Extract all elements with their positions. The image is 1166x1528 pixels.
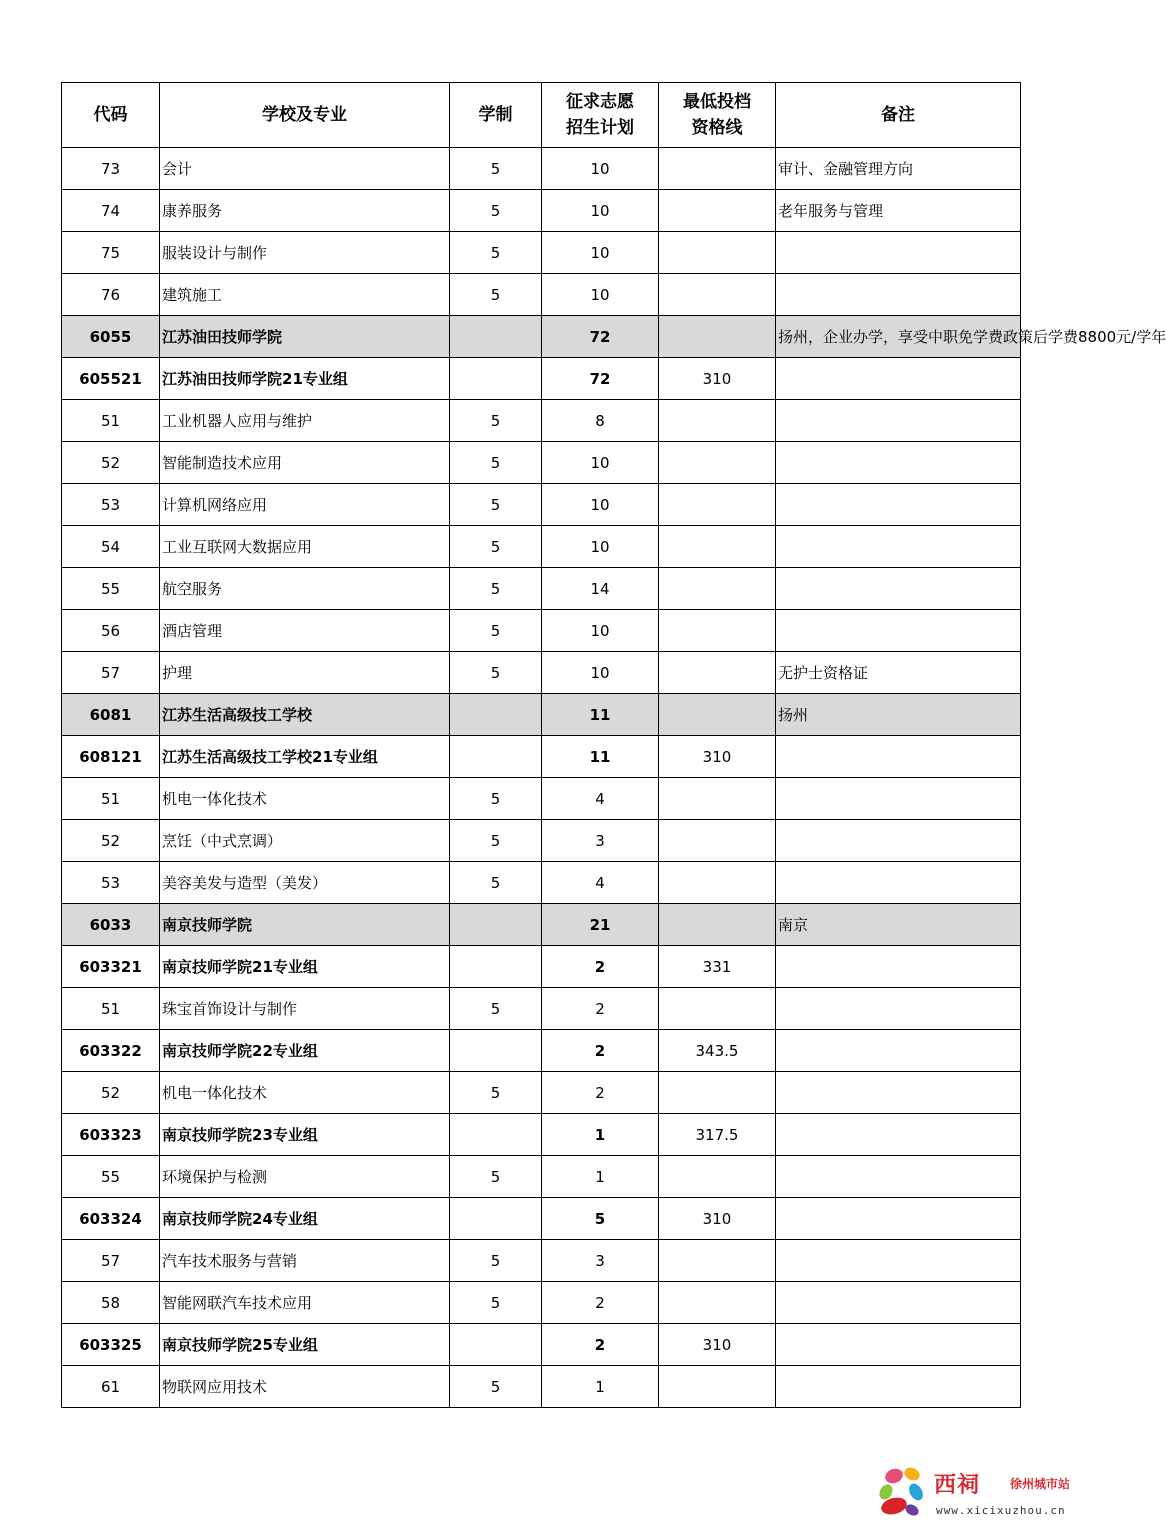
header-row <box>62 83 1021 148</box>
cell-name: 江苏油田技师学院 <box>160 316 450 358</box>
cell-note <box>776 1366 1021 1408</box>
cell-minscore: 310 <box>659 736 776 778</box>
cell-name: 珠宝首饰设计与制作 <box>160 988 450 1030</box>
cell-plan: 4 <box>542 862 659 904</box>
cell-name: 计算机网络应用 <box>160 484 450 526</box>
cell-years <box>450 946 542 988</box>
cell-minscore <box>659 904 776 946</box>
table-row <box>62 820 1021 862</box>
cell-minscore: 310 <box>659 358 776 400</box>
cell-note <box>776 232 1021 274</box>
header-years: 学制 <box>450 83 542 148</box>
cell-minscore: 310 <box>659 1198 776 1240</box>
cell-code: 608121 <box>62 736 160 778</box>
cell-name: 酒店管理 <box>160 610 450 652</box>
cell-plan: 11 <box>542 694 659 736</box>
cell-note <box>776 736 1021 778</box>
header-plan-text: 征求志愿招生计划 <box>566 92 634 138</box>
cell-plan: 10 <box>542 190 659 232</box>
cell-years: 5 <box>450 988 542 1030</box>
cell-name: 南京技师学院24专业组 <box>160 1198 450 1240</box>
cell-note: 老年服务与管理 <box>776 190 1021 232</box>
cell-plan: 10 <box>542 442 659 484</box>
school-row <box>62 694 1021 736</box>
cell-note <box>776 1282 1021 1324</box>
cell-minscore <box>659 526 776 568</box>
cell-plan: 1 <box>542 1156 659 1198</box>
table-row <box>62 1366 1021 1408</box>
cell-years: 5 <box>450 274 542 316</box>
table-row <box>62 400 1021 442</box>
cell-years <box>450 358 542 400</box>
cell-minscore <box>659 1156 776 1198</box>
cell-minscore <box>659 1282 776 1324</box>
cell-code: 52 <box>62 820 160 862</box>
cell-code: 73 <box>62 148 160 190</box>
cell-code: 57 <box>62 652 160 694</box>
cell-code: 6033 <box>62 904 160 946</box>
cell-plan: 2 <box>542 1030 659 1072</box>
cell-plan: 3 <box>542 820 659 862</box>
cell-code: 52 <box>62 442 160 484</box>
cell-name: 南京技师学院 <box>160 904 450 946</box>
cell-plan: 11 <box>542 736 659 778</box>
header-plan <box>542 83 659 148</box>
cell-minscore: 317.5 <box>659 1114 776 1156</box>
cell-minscore: 310 <box>659 1324 776 1366</box>
header-minscore-text: 最低投档资格线 <box>683 92 751 138</box>
cell-years: 5 <box>450 190 542 232</box>
table-row <box>62 610 1021 652</box>
cell-note <box>776 1072 1021 1114</box>
cell-years: 5 <box>450 442 542 484</box>
cell-plan: 2 <box>542 946 659 988</box>
cell-note <box>776 988 1021 1030</box>
cell-code: 51 <box>62 400 160 442</box>
cell-code: 51 <box>62 988 160 1030</box>
cell-minscore <box>659 400 776 442</box>
cell-plan: 10 <box>542 484 659 526</box>
cell-minscore <box>659 1072 776 1114</box>
cell-code: 6081 <box>62 694 160 736</box>
cell-note <box>776 946 1021 988</box>
group-row <box>62 1324 1021 1366</box>
cell-note <box>776 274 1021 316</box>
site-watermark-logo <box>872 1462 1077 1524</box>
header-school: 学校及专业 <box>160 83 450 148</box>
cell-plan: 2 <box>542 988 659 1030</box>
header-note: 备注 <box>776 83 1021 148</box>
cell-code: 603322 <box>62 1030 160 1072</box>
cell-plan: 10 <box>542 526 659 568</box>
cell-years: 5 <box>450 862 542 904</box>
cell-years <box>450 316 542 358</box>
cell-code: 55 <box>62 568 160 610</box>
table-row <box>62 568 1021 610</box>
school-row <box>62 316 1021 358</box>
brand-url: www.xicixuzhou.cn <box>936 1504 1066 1517</box>
cell-plan: 4 <box>542 778 659 820</box>
cell-years <box>450 1324 542 1366</box>
table-row <box>62 862 1021 904</box>
cell-minscore <box>659 442 776 484</box>
cell-code: 6055 <box>62 316 160 358</box>
cell-code: 57 <box>62 1240 160 1282</box>
table-row <box>62 148 1021 190</box>
cell-years: 5 <box>450 820 542 862</box>
cell-years: 5 <box>450 484 542 526</box>
cell-name: 智能制造技术应用 <box>160 442 450 484</box>
cell-years: 5 <box>450 1072 542 1114</box>
cell-plan: 5 <box>542 1198 659 1240</box>
cell-minscore <box>659 148 776 190</box>
cell-name: 智能网联汽车技术应用 <box>160 1282 450 1324</box>
table-row <box>62 484 1021 526</box>
group-row <box>62 946 1021 988</box>
cell-minscore: 343.5 <box>659 1030 776 1072</box>
cell-plan: 10 <box>542 610 659 652</box>
cell-years: 5 <box>450 1240 542 1282</box>
cell-years <box>450 1198 542 1240</box>
cell-plan: 72 <box>542 358 659 400</box>
brand-name: 西祠 <box>934 1472 981 1498</box>
cell-code: 74 <box>62 190 160 232</box>
brand-subtitle: 徐州城市站 <box>1010 1477 1071 1491</box>
cell-code: 53 <box>62 862 160 904</box>
cell-note: 南京 <box>776 904 1021 946</box>
cell-note: 扬州 <box>776 694 1021 736</box>
cell-name: 南京技师学院23专业组 <box>160 1114 450 1156</box>
cell-name: 机电一体化技术 <box>160 1072 450 1114</box>
cell-minscore <box>659 190 776 232</box>
cell-minscore <box>659 568 776 610</box>
cell-years <box>450 736 542 778</box>
cell-name: 南京技师学院25专业组 <box>160 1324 450 1366</box>
cell-code: 51 <box>62 778 160 820</box>
cell-note <box>776 1030 1021 1072</box>
cell-note <box>776 610 1021 652</box>
table-row <box>62 232 1021 274</box>
cell-code: 52 <box>62 1072 160 1114</box>
cell-years: 5 <box>450 148 542 190</box>
header-code: 代码 <box>62 83 160 148</box>
table-row <box>62 988 1021 1030</box>
cell-name: 物联网应用技术 <box>160 1366 450 1408</box>
cell-note <box>776 1114 1021 1156</box>
cell-years: 5 <box>450 1282 542 1324</box>
cell-code: 61 <box>62 1366 160 1408</box>
cell-name: 康养服务 <box>160 190 450 232</box>
cell-note <box>776 568 1021 610</box>
cell-minscore: 331 <box>659 946 776 988</box>
group-row <box>62 736 1021 778</box>
cell-name: 建筑施工 <box>160 274 450 316</box>
cell-plan: 10 <box>542 148 659 190</box>
cell-years <box>450 904 542 946</box>
cell-minscore <box>659 778 776 820</box>
table-row <box>62 526 1021 568</box>
cell-name: 烹饪（中式烹调） <box>160 820 450 862</box>
cell-plan: 10 <box>542 274 659 316</box>
cell-years: 5 <box>450 1156 542 1198</box>
cell-name: 护理 <box>160 652 450 694</box>
cell-years <box>450 1114 542 1156</box>
colorful-flower-logo-icon <box>872 1462 934 1524</box>
cell-note: 扬州，企业办学，享受中职免学费政策后学费8800元/学年 <box>776 316 1021 358</box>
cell-minscore <box>659 610 776 652</box>
cell-name: 江苏生活高级技工学校 <box>160 694 450 736</box>
cell-minscore <box>659 484 776 526</box>
table-row <box>62 778 1021 820</box>
admission-table <box>61 82 1166 1408</box>
cell-note <box>776 1156 1021 1198</box>
group-row <box>62 1114 1021 1156</box>
table-row <box>62 442 1021 484</box>
cell-minscore <box>659 694 776 736</box>
cell-years: 5 <box>450 652 542 694</box>
cell-plan: 1 <box>542 1366 659 1408</box>
cell-code: 75 <box>62 232 160 274</box>
cell-minscore <box>659 988 776 1030</box>
table-row <box>62 1240 1021 1282</box>
table-body <box>62 148 1166 1408</box>
cell-name: 航空服务 <box>160 568 450 610</box>
cell-note: 无护士资格证 <box>776 652 1021 694</box>
cell-years: 5 <box>450 400 542 442</box>
table-row <box>62 1282 1021 1324</box>
cell-plan: 3 <box>542 1240 659 1282</box>
cell-plan: 10 <box>542 652 659 694</box>
cell-plan: 8 <box>542 400 659 442</box>
cell-name: 服装设计与制作 <box>160 232 450 274</box>
cell-name: 美容美发与造型（美发） <box>160 862 450 904</box>
cell-code: 58 <box>62 1282 160 1324</box>
cell-name: 环境保护与检测 <box>160 1156 450 1198</box>
cell-name: 工业机器人应用与维护 <box>160 400 450 442</box>
cell-minscore <box>659 1240 776 1282</box>
cell-years <box>450 694 542 736</box>
group-row <box>62 1198 1021 1240</box>
cell-name: 工业互联网大数据应用 <box>160 526 450 568</box>
cell-years: 5 <box>450 232 542 274</box>
cell-note <box>776 526 1021 568</box>
cell-note <box>776 484 1021 526</box>
cell-minscore <box>659 862 776 904</box>
cell-note <box>776 1240 1021 1282</box>
cell-note <box>776 862 1021 904</box>
cell-minscore <box>659 820 776 862</box>
cell-note <box>776 1324 1021 1366</box>
cell-name: 汽车技术服务与营销 <box>160 1240 450 1282</box>
cell-name: 机电一体化技术 <box>160 778 450 820</box>
table-row <box>62 274 1021 316</box>
cell-code: 54 <box>62 526 160 568</box>
table-row <box>62 1072 1021 1114</box>
table-row <box>62 652 1021 694</box>
cell-years: 5 <box>450 610 542 652</box>
cell-note <box>776 820 1021 862</box>
cell-code: 56 <box>62 610 160 652</box>
group-row <box>62 1030 1021 1072</box>
cell-note <box>776 1198 1021 1240</box>
school-row <box>62 904 1021 946</box>
cell-code: 53 <box>62 484 160 526</box>
cell-note <box>776 400 1021 442</box>
cell-plan: 14 <box>542 568 659 610</box>
cell-note <box>776 358 1021 400</box>
cell-name: 江苏油田技师学院21专业组 <box>160 358 450 400</box>
cell-name: 南京技师学院21专业组 <box>160 946 450 988</box>
cell-code: 603324 <box>62 1198 160 1240</box>
cell-minscore <box>659 232 776 274</box>
cell-name: 南京技师学院22专业组 <box>160 1030 450 1072</box>
cell-years: 5 <box>450 568 542 610</box>
cell-note <box>776 442 1021 484</box>
group-row <box>62 358 1021 400</box>
cell-plan: 72 <box>542 316 659 358</box>
cell-plan: 2 <box>542 1282 659 1324</box>
cell-minscore <box>659 316 776 358</box>
cell-code: 605521 <box>62 358 160 400</box>
table-row <box>62 190 1021 232</box>
cell-name: 江苏生活高级技工学校21专业组 <box>160 736 450 778</box>
cell-code: 76 <box>62 274 160 316</box>
cell-plan: 2 <box>542 1072 659 1114</box>
cell-years: 5 <box>450 526 542 568</box>
cell-note <box>776 778 1021 820</box>
cell-minscore <box>659 652 776 694</box>
header-minscore <box>659 83 776 148</box>
cell-years <box>450 1030 542 1072</box>
cell-minscore <box>659 274 776 316</box>
table-row <box>62 1156 1021 1198</box>
cell-code: 603325 <box>62 1324 160 1366</box>
cell-plan: 10 <box>542 232 659 274</box>
cell-code: 603321 <box>62 946 160 988</box>
cell-code: 603323 <box>62 1114 160 1156</box>
cell-years: 5 <box>450 778 542 820</box>
cell-name: 会计 <box>160 148 450 190</box>
cell-plan: 1 <box>542 1114 659 1156</box>
cell-code: 55 <box>62 1156 160 1198</box>
cell-plan: 21 <box>542 904 659 946</box>
cell-minscore <box>659 1366 776 1408</box>
cell-note: 审计、金融管理方向 <box>776 148 1021 190</box>
cell-plan: 2 <box>542 1324 659 1366</box>
cell-years: 5 <box>450 1366 542 1408</box>
